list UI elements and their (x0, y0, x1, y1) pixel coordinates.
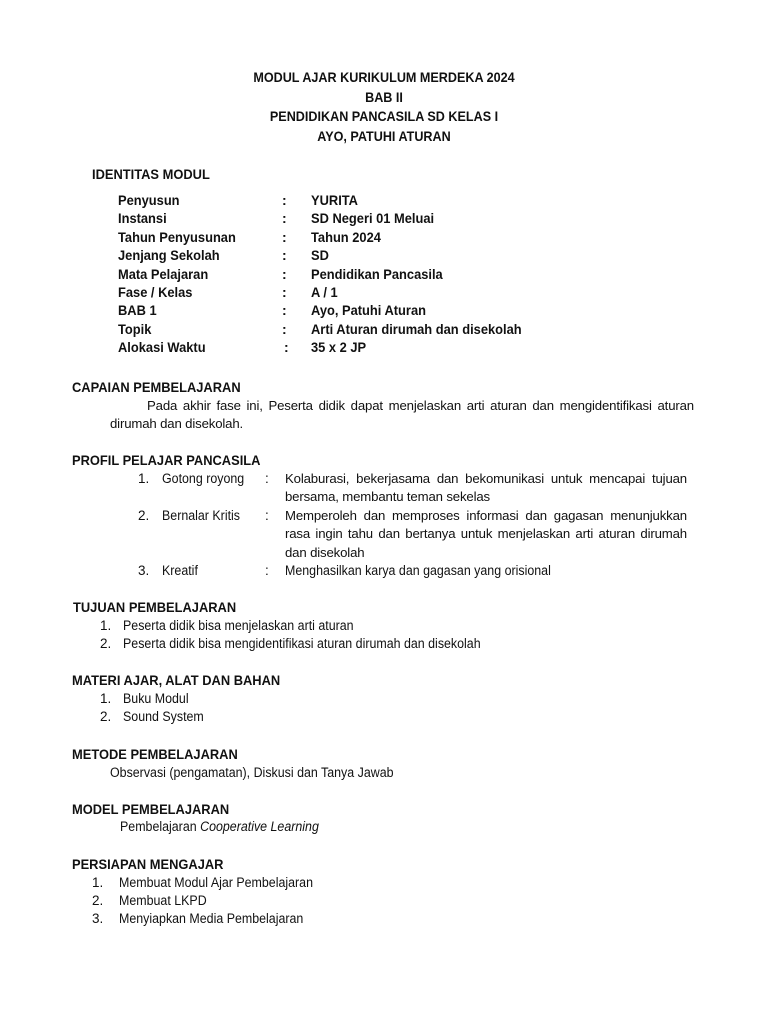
identitas-row (118, 338, 678, 356)
identitas-key: Fase / Kelas (118, 284, 193, 300)
persiapan-item-text: Membuat Modul Ajar Pembelajaran (119, 875, 313, 890)
persiapan-item-text: Menyiapkan Media Pembelajaran (119, 911, 304, 926)
identitas-key: Penyusun (118, 192, 180, 208)
materi-item-number: 1. (100, 691, 112, 706)
identitas-separator: : (282, 302, 287, 319)
identitas-key: Instansi (118, 210, 167, 227)
persiapan-item-number: 1. (92, 875, 104, 890)
title-line-4: AYO, PATUHI ATURAN (317, 127, 451, 144)
identitas-separator: : (282, 320, 287, 337)
identitas-key: Topik (118, 320, 152, 337)
persiapan-heading: PERSIAPAN MENGAJAR (72, 856, 224, 872)
profil-separator: : (265, 563, 269, 578)
identitas-row (118, 228, 678, 246)
profil-item-name: Bernalar Kritis (162, 508, 240, 523)
identitas-value: Ayo, Patuhi Aturan (311, 302, 426, 319)
profil-item-name: Gotong royong (162, 471, 245, 486)
profil-item-number: 3. (138, 563, 150, 578)
identitas-separator: : (282, 284, 287, 300)
identitas-value: Tahun 2024 (311, 228, 381, 245)
identitas-row (118, 283, 678, 301)
identitas-separator: : (284, 339, 289, 356)
profil-heading: PROFIL PELAJAR PANCASILA (72, 452, 261, 468)
tujuan-item-number: 2. (100, 636, 112, 652)
persiapan-item-number: 3. (92, 911, 104, 926)
capaian-heading: CAPAIAN PEMBELAJARAN (72, 379, 241, 395)
document-title (0, 68, 768, 146)
identitas-row (118, 265, 678, 283)
materi-heading: MATERI AJAR, ALAT DAN BAHAN (72, 672, 281, 688)
persiapan-item-number: 2. (92, 893, 104, 908)
metode-heading: METODE PEMBELAJARAN (72, 746, 238, 762)
identitas-row (118, 320, 678, 338)
profil-separator: : (265, 471, 269, 486)
model-text (120, 818, 319, 836)
title-line-1: MODUL AJAR KURIKULUM MERDEKA 2024 (253, 69, 515, 85)
model-heading: MODEL PEMBELAJARAN (72, 801, 230, 817)
profil-item-desc: Kolaburasi, bekerjasama dan bekomunikasi untuk mencapai tujuan bersama, membantu teman sekelas (285, 471, 687, 505)
materi-item-number: 2. (100, 709, 112, 725)
model-text-italic: Cooperative Learning (200, 819, 319, 834)
identitas-separator: : (282, 192, 287, 208)
identitas-separator: : (282, 247, 287, 264)
identitas-key: BAB 1 (118, 302, 157, 319)
profil-separator: : (265, 508, 269, 523)
tujuan-heading: TUJUAN PEMBELAJARAN (73, 599, 237, 615)
identitas-value: 35 x 2 JP (311, 339, 367, 356)
identitas-separator: : (282, 265, 287, 282)
identitas-value: SD Negeri 01 Meluai (311, 210, 435, 227)
identitas-separator: : (282, 210, 287, 227)
metode-text: Observasi (pengamatan), Diskusi dan Tanya Jawab (110, 765, 394, 780)
materi-item-text: Buku Modul (123, 691, 189, 706)
profil-item-desc: Memperoleh dan memproses informasi dan gagasan menunjukkan rasa ingin tahu dan bertanya untuk menjelaskan arti aturan dirumah dan disekolah (285, 508, 687, 560)
identitas-row (118, 191, 678, 209)
identitas-value: Arti Aturan dirumah dan disekolah (311, 320, 522, 337)
tujuan-item-number: 1. (100, 618, 112, 633)
profil-item-number: 1. (138, 471, 150, 486)
identitas-value: SD (311, 247, 329, 264)
identitas-value: YURITA (311, 192, 358, 208)
profil-item-number: 2. (138, 508, 150, 523)
capaian-text: Pada akhir fase ini, Peserta didik dapat menjelaskan arti aturan dan mengidentifikasi aturan dirumah dan disekolah. (110, 398, 694, 432)
model-text-prefix: Pembelajaran (120, 819, 201, 834)
identitas-heading: IDENTITAS MODUL (92, 166, 210, 182)
title-line-2: BAB II (365, 88, 403, 105)
identitas-separator: : (282, 228, 287, 245)
identitas-value: Pendidikan Pancasila (311, 265, 443, 282)
tujuan-item-text: Peserta didik bisa menjelaskan arti aturan (123, 618, 354, 633)
identitas-value: A / 1 (311, 284, 338, 300)
identitas-key: Jenjang Sekolah (118, 247, 220, 264)
profil-item-desc: Menghasilkan karya dan gagasan yang orisional (285, 563, 551, 578)
identitas-key: Alokasi Waktu (118, 339, 206, 356)
profil-item-name: Kreatif (162, 563, 198, 578)
materi-item-text: Sound System (123, 709, 204, 725)
identitas-row (118, 301, 678, 319)
identitas-key: Tahun Penyusunan (118, 228, 236, 245)
persiapan-item-text: Membuat LKPD (119, 893, 207, 908)
identitas-key: Mata Pelajaran (118, 265, 209, 282)
title-line-3: PENDIDIKAN PANCASILA SD KELAS I (269, 108, 499, 124)
identitas-row (118, 246, 678, 264)
tujuan-item-text: Peserta didik bisa mengidentifikasi aturan dirumah dan disekolah (123, 636, 481, 652)
identitas-row (118, 209, 678, 227)
